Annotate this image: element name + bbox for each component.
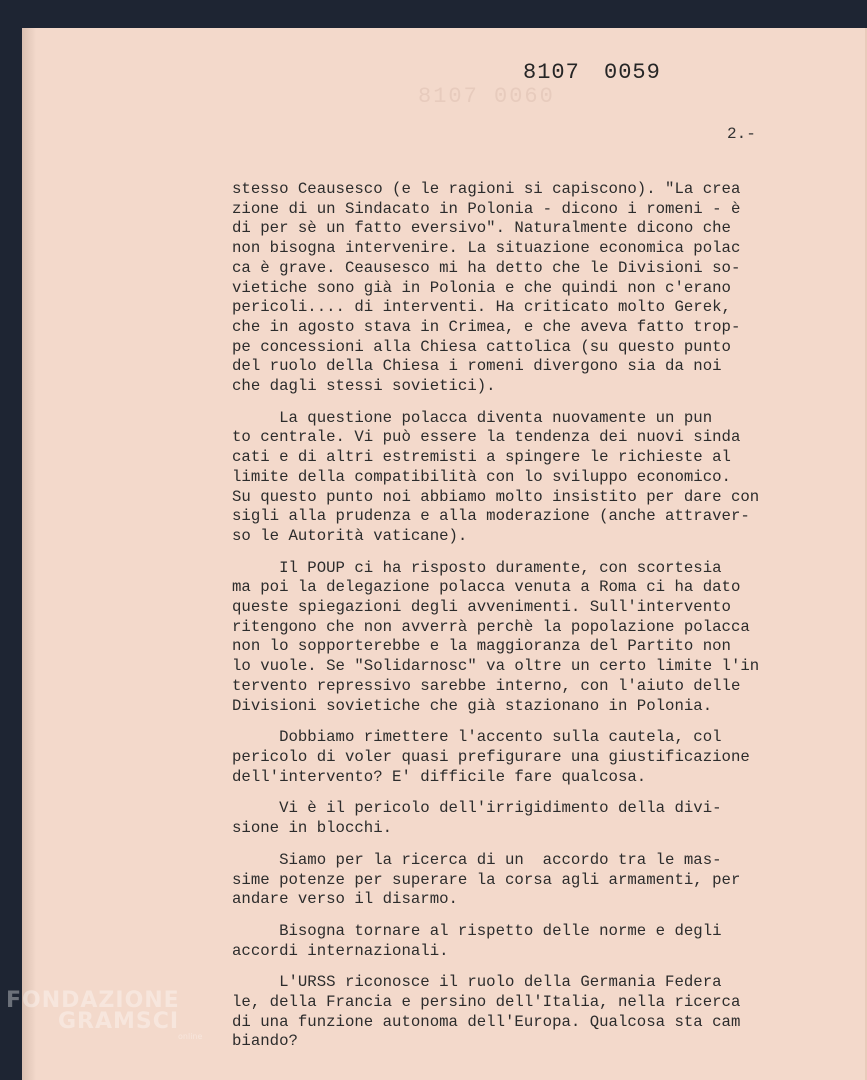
text-line: Il POUP ci ha risposto duramente, con scortesia	[232, 558, 722, 577]
text-line: cati e di altri estremisti a spingere le richieste al	[232, 448, 731, 467]
text-line: to centrale. Vi può essere la tendenza dei nuovi sinda	[232, 428, 741, 447]
text-line: dell'intervento? E' difficile fare qualcosa.	[232, 767, 647, 786]
text-line: andare verso il disarmo.	[232, 890, 458, 909]
text-line: La questione polacca diventa nuovamente un pun	[232, 408, 713, 427]
text-line: di per sè un fatto eversivo". Naturalmente dicono che	[232, 219, 731, 238]
text-line: vietiche sono già in Polonia e che quindi non c'erano	[232, 278, 731, 297]
watermark-logo	[6, 988, 202, 1041]
paragraph	[232, 851, 792, 910]
text-line: lo vuole. Se "Solidarnosc" va oltre un certo limite l'in	[232, 657, 760, 676]
paragraph	[232, 559, 792, 717]
text-line: Dobbiamo rimettere l'accento sulla cautela, col	[232, 728, 722, 747]
text-line: ritengono che non avverrà perchè la popolazione polacca	[232, 617, 750, 636]
text-line: non bisogna intervenire. La situazione economica polac	[232, 239, 741, 258]
text-line: Vi è il pericolo dell'irrigidimento della divi-	[232, 799, 722, 818]
text-line: limite della compatibilità con lo sviluppo economico.	[232, 467, 731, 486]
text-line: zione di un Sindacato in Polonia - dicono i romeni - è	[232, 199, 741, 218]
text-line: so le Autorità vaticane).	[232, 526, 468, 545]
paragraph	[232, 922, 792, 961]
watermark-line-2: GRAMSCI	[58, 1009, 180, 1034]
text-line: Su questo punto noi abbiamo molto insistito per dare con	[232, 487, 760, 506]
text-line: le, della Francia e persino dell'Italia, nella ricerca	[232, 993, 741, 1012]
archive-number: 8107 0059	[523, 60, 661, 85]
text-line: stesso Ceausesco (e le ragioni si capiscono). "La crea	[232, 180, 741, 198]
text-line: sigli alla prudenza e alla moderazione (anche attraver-	[232, 507, 750, 526]
text-line: Divisioni sovietiche che già stazionano in Polonia.	[232, 696, 713, 715]
paragraph	[232, 799, 792, 838]
text-line: sime potenze per superare la corsa agli armamenti, per	[232, 870, 741, 889]
text-line: tervento repressivo sarebbe interno, con l'aiuto delle	[232, 676, 741, 695]
page-number: 2.-	[727, 125, 756, 143]
text-line: accordi internazionali.	[232, 941, 449, 960]
paragraph	[232, 180, 792, 397]
text-line: L'URSS riconosce il ruolo della Germania Federa	[232, 973, 722, 992]
text-line: che in agosto stava in Crimea, e che aveva fatto trop-	[232, 317, 741, 336]
text-line: Siamo per la ricerca di un accordo tra le mas-	[232, 850, 722, 869]
paragraph	[232, 728, 792, 787]
text-line: pe concessioni alla Chiesa cattolica (su questo punto	[232, 337, 731, 356]
text-line: pericoli.... di interventi. Ha criticato molto Gerek,	[232, 298, 731, 317]
text-line: sione in blocchi.	[232, 819, 393, 838]
paragraph	[232, 973, 792, 1052]
text-line: pericolo di voler quasi prefigurare una giustificazione	[232, 747, 750, 766]
text-line: ma poi la delegazione polacca venuta a Roma ci ha dato	[232, 578, 741, 597]
paragraph	[232, 409, 792, 547]
text-line: del ruolo della Chiesa i romeni divergono sia da noi	[232, 357, 722, 376]
text-line: queste spiegazioni degli avvenimenti. Sull'intervento	[232, 598, 731, 617]
typewritten-body	[232, 180, 792, 1064]
page-binding-edge	[22, 28, 36, 1080]
text-line: non lo sopporterebbe e la maggioranza del Partito non	[232, 637, 731, 656]
watermark-line-1: FONDAZIONE	[6, 988, 180, 1013]
text-line: Bisogna tornare al rispetto delle norme e degli	[232, 921, 722, 940]
bleed-through-number: 8107 0060	[418, 84, 555, 109]
watermark-line-3: online	[178, 1032, 203, 1041]
text-line: di una funzione autonoma dell'Europa. Qualcosa sta cam	[232, 1012, 741, 1031]
text-line: che dagli stessi sovietici).	[232, 377, 496, 396]
text-line: biando?	[232, 1032, 298, 1051]
text-line: ca è grave. Ceausesco mi ha detto che le Divisioni so-	[232, 258, 741, 277]
